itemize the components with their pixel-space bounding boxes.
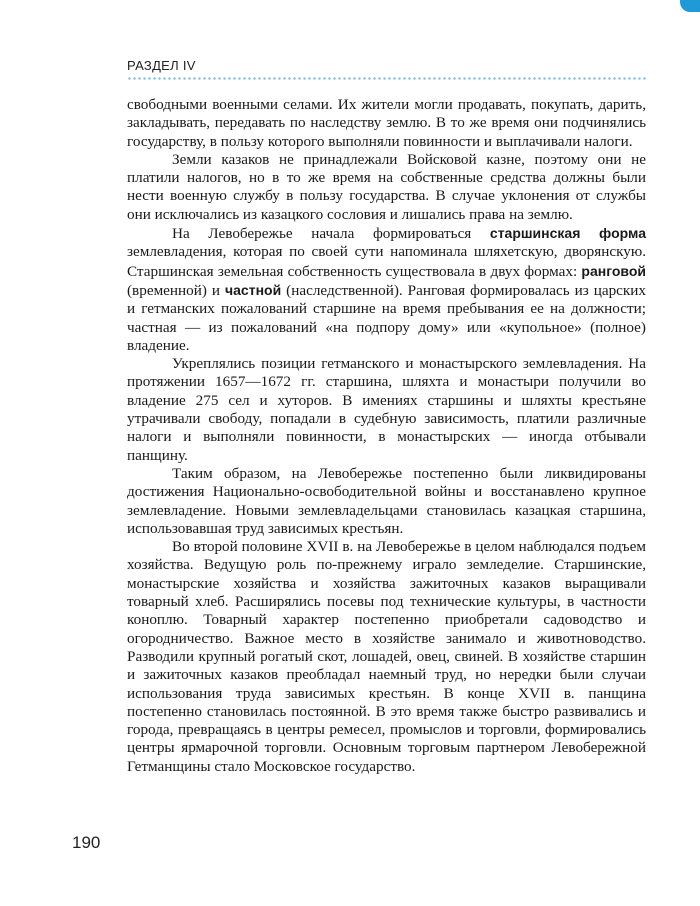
text-run: Таким образом, на Левобережье постепенно были ликвидированы достижения Национально-освободительной войны и восстанавлено крупное землевладение. Новыми землевладельцами становилась казацкая старшина, использовавшая труд зависимых крестьян. (127, 464, 646, 537)
paragraph (127, 151, 646, 224)
text-run: землевладения, которая по своей сути напоминала шляхетскую, дворянскую. Старшинская земельная собственность существовала в двух формах: (127, 243, 646, 280)
paragraph (127, 465, 646, 538)
key-term: частной (225, 281, 282, 298)
page-number: 190 (72, 833, 101, 852)
paragraph (127, 538, 646, 776)
text-run: (временной) и (127, 281, 226, 299)
main-text (127, 96, 646, 776)
paragraph (127, 224, 646, 355)
text-run: Земли казаков не принадлежали Войсковой казне, поэтому они не платили налогов, но в то же время на собственные средства должны были нести военную службу в пользу государства. В случае уклонения от службы они исключались из казацкого сословия и лишались права на землю. (127, 150, 646, 223)
text-run: Во второй половине XVII в. на Левобережье в целом наблюдался подъем хозяйства. Ведущую роль по-прежнему играло земледелие. Старшинские, монастырские хозяйства и хозяйства зажиточных казаков выращивали товарный хлеб. Расширялись посевы под технические культуры, в частности коноплю. Товарный характер постепенно приобретали садоводство и огородничество. Важное место в хозяйстве занимало и животноводство. Разводили крупный рогатый скот, лошадей, овец, свиней. В хозяйстве старшин и зажиточных казаков преобладал наемный труд, но нередки были случаи использования труда зависимых крестьян. В конце XVII в. панщина постепенно становилась постоянной. В это время также быстро развивались и города, превращаясь в центры ремесел, промыслов и торговли, формировались центры ярмарочной торговли. Основным торговым партнером Левобережной Гетманщины стало Московское государство. (127, 538, 646, 775)
text-run: свободными военными селами. Их жители могли продавать, покупать, дарить, закладывать, передавать по наследству землю. В то же время они подчинялись государству, в пользу которого выполняли повинности и выплачивали налоги. (127, 96, 646, 150)
text-run: На Левобережье начала формироваться (172, 225, 490, 243)
text-run: Укреплялись позиции гетманского и монастырского землевладения. На протяжении 1657—1672 гг. старшина, шляхта и монастыри получили во владение 275 сел и хуторов. В имениях старшины и шляхты крестьяне утрачивали свободу, попадали в судебную зависимость, платили различные налоги и выполняли повинности, в монастырских — иногда отбывали панщину. (127, 355, 646, 464)
text-run: (наследственной). Ранговая формировалась из царских и гетманских пожалований старшине на время пребывания ее на должности; частная — из пожалований «на подпору дому» или «купольное» (полное) владение. (127, 281, 646, 354)
paragraph (127, 96, 646, 151)
key-term: ранговой (581, 262, 646, 279)
paragraph (127, 355, 646, 465)
section-header: РАЗДЕЛ IV (127, 58, 196, 73)
publisher-logo-icon (680, 0, 700, 12)
header-divider (127, 77, 647, 80)
key-term: старшинская форма (489, 225, 647, 242)
